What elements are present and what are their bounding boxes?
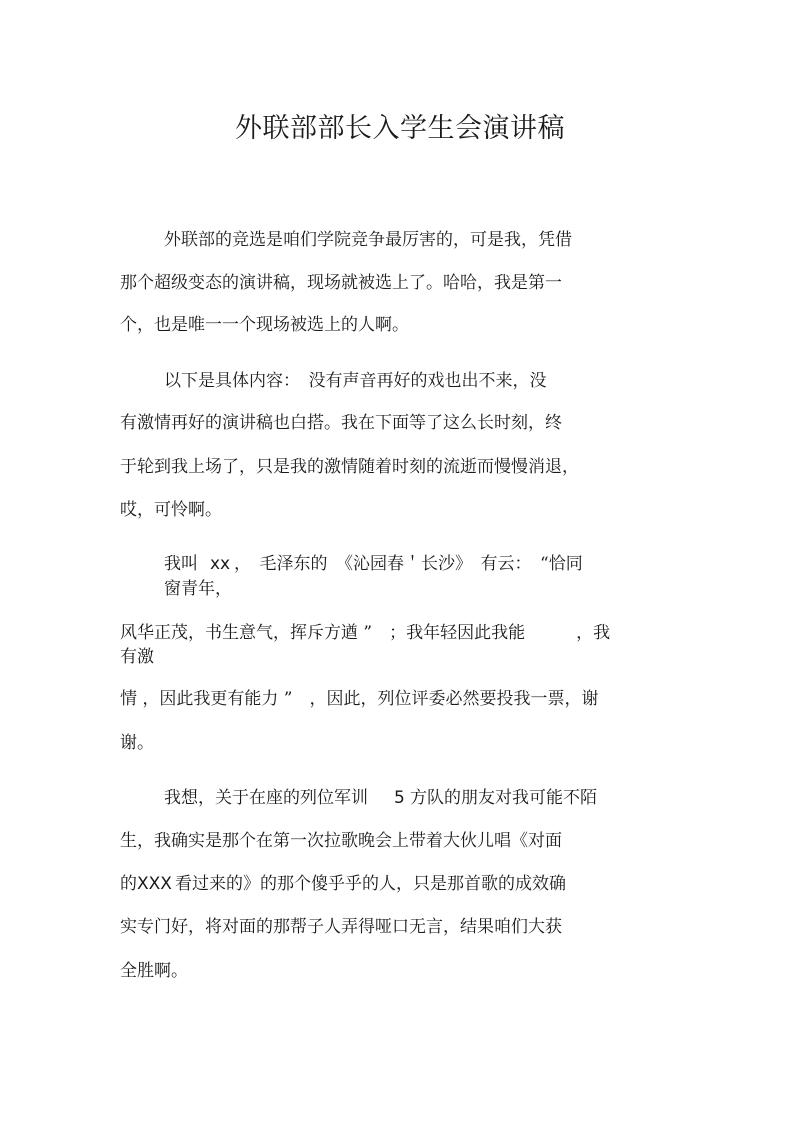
- paragraph-2-line-3: 于轮到我上场了，只是我的激情随着时刻的流逝而慢慢消退，: [120, 457, 579, 477]
- paragraph-4-number: 5: [394, 788, 405, 808]
- paragraph-1-line-3: 个，也是唯一一个现场被选上的人啊。: [120, 315, 409, 335]
- paragraph-4-line-4: 实专门好，将对面的那帮子人弄得哑口无言，结果咱们大获: [120, 917, 562, 937]
- paragraph-1-line-1: 外联部的竞选是咱们学院竞争最厉害的，可是我，凭借: [164, 230, 572, 250]
- paragraph-3-name: xx: [210, 554, 231, 574]
- paragraph-3-line-6: 谢。: [120, 733, 154, 753]
- paragraph-1-line-2: 那个超级变态的演讲稿，现场就被选上了。哈哈，我是第一: [120, 273, 562, 293]
- paragraph-3-line-5: 情 ，因此我更有能力 ” ，因此，列位评委必然要投我一票，谢: [120, 689, 599, 709]
- paragraph-3-line-1-end: ， 毛泽东的 《沁园春＇长沙》 有云： “恰同: [234, 554, 583, 574]
- paragraph-4-line-1-end: 方队的朋友对我可能不陌: [410, 788, 597, 808]
- paragraph-4-line-5: 全胜啊。: [120, 961, 188, 981]
- paragraph-2-line-1: 以下是具体内容： 没有声音再好的戏也出不来，没: [164, 371, 547, 391]
- paragraph-4-line-3-end: 看过来的》的那个傻乎乎的人，只是那首歌的成效确: [175, 874, 566, 894]
- document-title: 外联部部长入学生会演讲稿: [235, 113, 565, 144]
- paragraph-3-line-2: 窗青年，: [164, 579, 232, 599]
- paragraph-4-xxx: XXX: [137, 874, 172, 894]
- paragraph-3-line-4: 有激: [120, 647, 154, 667]
- paragraph-4-line-1-start: 我想，关于在座的列位军训: [164, 788, 368, 808]
- paragraph-4-line-2: 生，我确实是那个在第一次拉歌晚会上带着大伙儿唱《对面: [120, 831, 562, 851]
- paragraph-3-line-3: 风华正茂，书生意气，挥斥方遒 ” ；我年轻因此我能 ，我: [120, 623, 611, 643]
- paragraph-4-line-3-start: 的: [120, 874, 137, 894]
- paragraph-2-line-4: 哎，可怜啊。: [120, 500, 222, 520]
- paragraph-2-line-2: 有激情再好的演讲稿也白搭。我在下面等了这么长时刻，终: [120, 413, 562, 433]
- paragraph-3-line-1-start: 我叫: [164, 554, 198, 574]
